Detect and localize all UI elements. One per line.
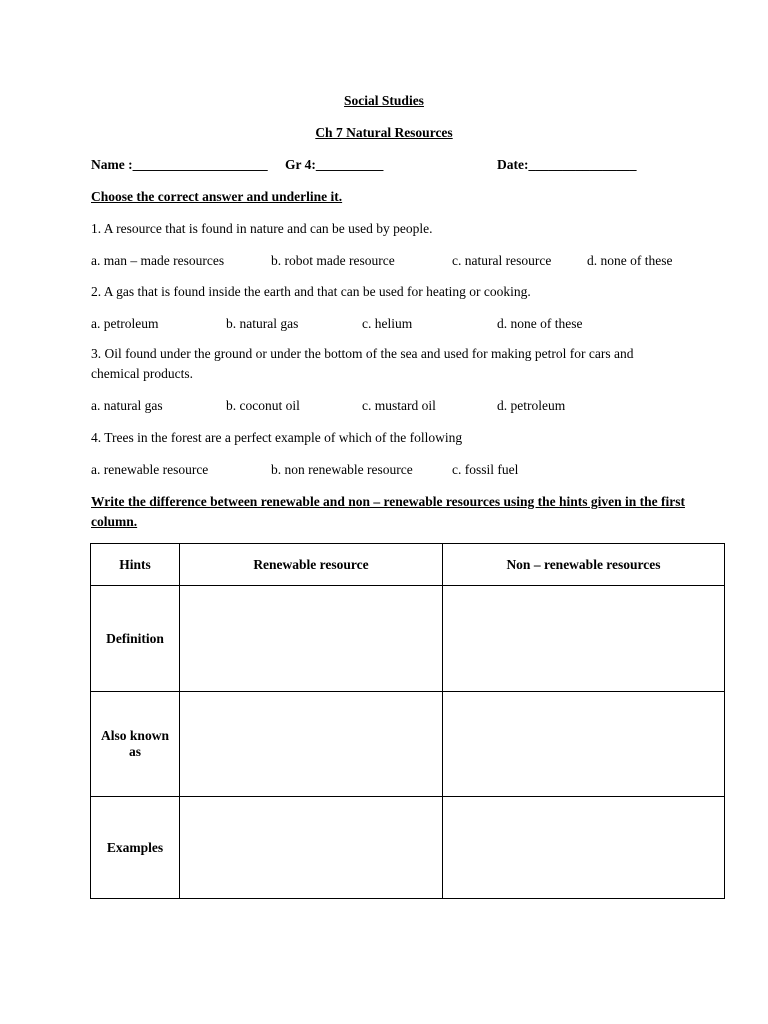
name-field-label: Name :____________________ — [91, 157, 268, 172]
question-1-option-a: a. man – made resources — [91, 253, 225, 268]
question-1-option-c: c. natural resource — [452, 253, 552, 268]
row-label-also-known-as: Also known as — [91, 692, 180, 797]
question-2-option-c: c. helium — [362, 316, 413, 331]
grade-field-label: Gr 4:__________ — [285, 157, 384, 172]
header-hints: Hints — [91, 544, 180, 586]
date-field-label: Date:________________ — [497, 157, 637, 172]
question-1-option-d: d. none of these — [587, 253, 673, 268]
question-2-text: 2. A gas that is found inside the earth and that can be used for heating or cooking. — [91, 284, 531, 299]
question-4-option-b: b. non renewable resource — [271, 462, 413, 477]
worksheet-chapter-title: Ch 7 Natural Resources — [315, 125, 453, 140]
answer-cell-nonrenewable-definition[interactable] — [443, 586, 725, 692]
answer-cell-nonrenewable-also-known-as[interactable] — [443, 692, 725, 797]
question-4-option-c: c. fossil fuel — [452, 462, 519, 477]
question-4-option-a: a. renewable resource — [91, 462, 209, 477]
table-header-row — [91, 544, 725, 586]
table-row — [91, 586, 725, 692]
question-2-option-d: d. none of these — [497, 316, 583, 331]
question-3-option-d: d. petroleum — [497, 398, 566, 413]
answer-cell-renewable-definition[interactable] — [180, 586, 443, 692]
row-label-examples: Examples — [91, 797, 180, 899]
row-label-definition: Definition — [91, 586, 180, 692]
question-4-text: 4. Trees in the forest are a perfect example of which of the following — [91, 430, 463, 445]
worksheet-subject: Social Studies — [344, 93, 424, 108]
question-3-option-c: c. mustard oil — [362, 398, 436, 413]
answer-cell-nonrenewable-examples[interactable] — [443, 797, 725, 899]
question-3-option-a: a. natural gas — [91, 398, 163, 413]
question-2-option-a: a. petroleum — [91, 316, 159, 331]
answer-cell-renewable-also-known-as[interactable] — [180, 692, 443, 797]
answer-cell-renewable-examples[interactable] — [180, 797, 443, 899]
section2-instruction: Write the difference between renewable and non – renewable resources using the hints given in the first column. — [91, 494, 685, 529]
question-1-option-b: b. robot made resource — [271, 253, 395, 268]
question-3-text: 3. Oil found under the ground or under the bottom of the sea and used for making petrol for cars and chemical products. — [91, 346, 634, 381]
table-row — [91, 797, 725, 899]
comparison-table — [90, 543, 725, 899]
section1-instruction: Choose the correct answer and underline it. — [91, 189, 343, 204]
table-row — [91, 692, 725, 797]
question-2-option-b: b. natural gas — [226, 316, 299, 331]
header-renewable: Renewable resource — [180, 544, 443, 586]
header-non-renewable: Non – renewable resources — [443, 544, 725, 586]
question-3-option-b: b. coconut oil — [226, 398, 300, 413]
question-1-text: 1. A resource that is found in nature and can be used by people. — [91, 221, 433, 236]
